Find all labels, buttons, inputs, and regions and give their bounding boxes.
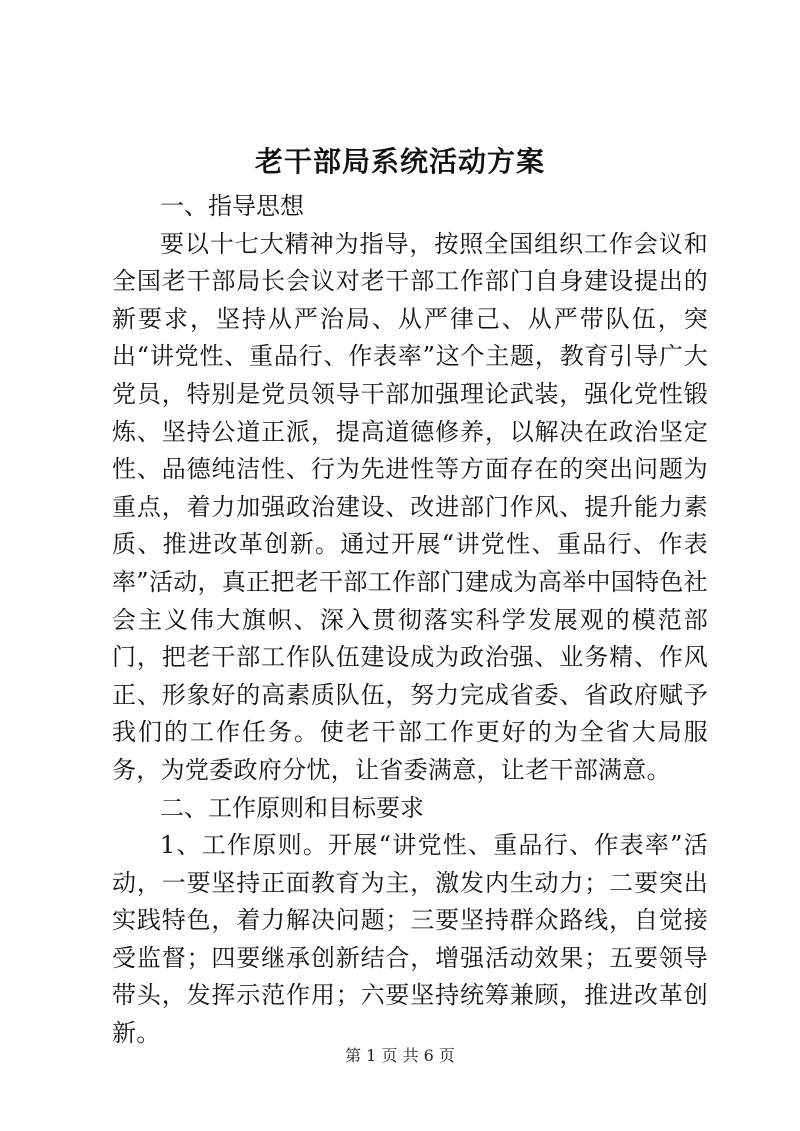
document-title: 老干部局系统活动方案 <box>254 145 545 178</box>
section-paragraph-principles: 1、工作原则。开展“讲党性、重品行、作表率”活动，一要坚持正面教育为主，激发内生动力；二要突出实践特色，着力解决问题；三要坚持群众路线，自觉接受监督；四要继承创新结合，增强活动效果；五要领导带头，发挥示范作用；六要坚持统筹兼顾，推进改革创新。 <box>112 831 708 1048</box>
section-paragraph-guiding-thought: 要以十七大精神为指导，按照全国组织工作会议和全国老干部局长会议对老干部工作部门自身建设提出的新要求，坚持从严治局、从严律己、从严带队伍，突出“讲党性、重品行、作表率”这个主题，教育引导广大党员，特别是党员领导干部加强理论武装，强化党性锻炼、坚持公道正派，提高道德修养，以解决在政治坚定性、品德纯洁性、行为先进性等方面存在的突出问题为重点，着力加强政治建设、改进部门作风、提升能力素质、推进改革创新。通过开展“讲党性、重品行、作表率”活动，真正把老干部工作部门建成为高举中国特色社会主义伟大旗帜、深入贯彻落实科学发展观的模范部门，把老干部工作队伍建设成为政治强、业务精、作风正、形象好的高素质队伍，努力完成省委、省政府赋予我们的工作任务。使老干部工作更好的为全省大局服务，为党委政府分忧，让省委满意，让老干部满意。 <box>112 229 708 784</box>
page-footer: 第 1 页 共 6 页 <box>345 1046 455 1065</box>
section-heading-principles: 二、工作原则和目标要求 <box>160 793 424 822</box>
document-body <box>112 188 708 1053</box>
section-heading-guiding-thought: 一、指导思想 <box>160 192 304 220</box>
